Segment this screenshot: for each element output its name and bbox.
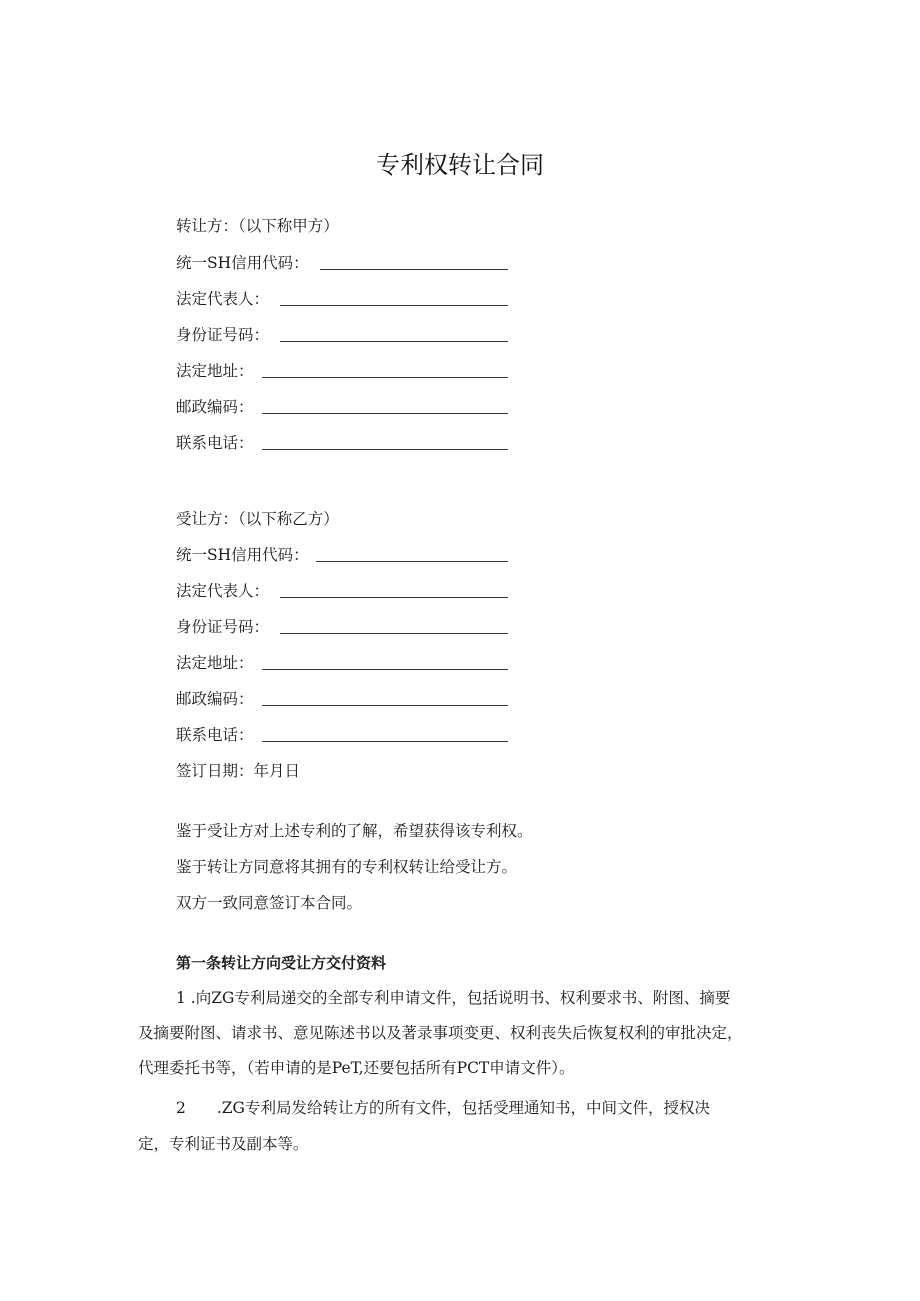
field-label: 法定代表人： xyxy=(176,290,270,308)
field-label: 法定代表人： xyxy=(176,582,270,600)
field-label: 邮政编码： xyxy=(176,398,254,416)
blank-line xyxy=(262,705,508,706)
preamble-line: 双方一致同意签订本合同。 xyxy=(176,894,363,912)
field-label: 身份证号码： xyxy=(176,618,270,636)
blank-line xyxy=(262,741,508,742)
article-1-item-1-line: 代理委托书等，（若申请的是PeT,还要包括所有PCT申请文件）。 xyxy=(138,1059,575,1077)
party-a-id-number-field xyxy=(176,325,516,345)
party-b-address-field xyxy=(176,653,516,673)
blank-line xyxy=(262,669,508,670)
field-label: 统一SH信用代码： xyxy=(176,254,309,272)
party-a-postcode-field xyxy=(176,397,516,417)
party-b-phone-field xyxy=(176,725,516,745)
party-b-credit-code-field xyxy=(176,545,516,565)
blank-line xyxy=(280,341,508,342)
blank-line xyxy=(320,269,508,270)
party-b-id-number-field xyxy=(176,617,516,637)
party-b-postcode-field xyxy=(176,689,516,709)
blank-line xyxy=(280,633,508,634)
party-a-phone-field xyxy=(176,433,516,453)
field-label: 联系电话： xyxy=(176,434,254,452)
blank-line xyxy=(280,305,508,306)
party-a-credit-code-field xyxy=(176,253,516,273)
article-1-item-1-line: 1 .向ZG专利局递交的全部专利申请文件，包括说明书、权利要求书、附图、摘要 xyxy=(176,989,731,1007)
blank-line xyxy=(280,597,508,598)
field-label: 身份证号码： xyxy=(176,326,270,344)
party-a-header: 转让方：（以下称甲方） xyxy=(176,217,339,235)
field-label: 法定地址： xyxy=(176,362,254,380)
field-label: 邮政编码： xyxy=(176,690,254,708)
party-b-legal-rep-field xyxy=(176,581,516,601)
blank-line xyxy=(262,449,508,450)
article-1-item-2-line: 定，专利证书及副本等。 xyxy=(138,1135,309,1153)
blank-line xyxy=(262,377,508,378)
sign-date: 签订日期：年月日 xyxy=(176,762,301,780)
article-1-item-2-line: 2 .ZG专利局发给转让方的所有文件，包括受理通知书，中间文件，授权决 xyxy=(176,1099,710,1117)
preamble-line: 鉴于受让方对上述专利的了解，希望获得该专利权。 xyxy=(176,822,533,840)
article-1-heading: 第一条转让方向受让方交付资料 xyxy=(176,954,387,972)
contract-title: 专利权转让合同 xyxy=(376,151,544,179)
field-label: 法定地址： xyxy=(176,654,254,672)
article-1-item-1-line: 及摘要附图、请求书、意见陈述书以及著录事项变更、权利丧失后恢复权利的审批决定， xyxy=(138,1024,743,1042)
field-label: 联系电话： xyxy=(176,726,254,744)
field-label: 统一SH信用代码： xyxy=(176,546,309,564)
blank-line xyxy=(262,413,508,414)
blank-line xyxy=(316,561,508,562)
preamble-line: 鉴于转让方同意将其拥有的专利权转让给受让方。 xyxy=(176,858,518,876)
party-b-header: 受让方：（以下称乙方） xyxy=(176,510,339,528)
party-a-address-field xyxy=(176,361,516,381)
party-a-legal-rep-field xyxy=(176,289,516,309)
